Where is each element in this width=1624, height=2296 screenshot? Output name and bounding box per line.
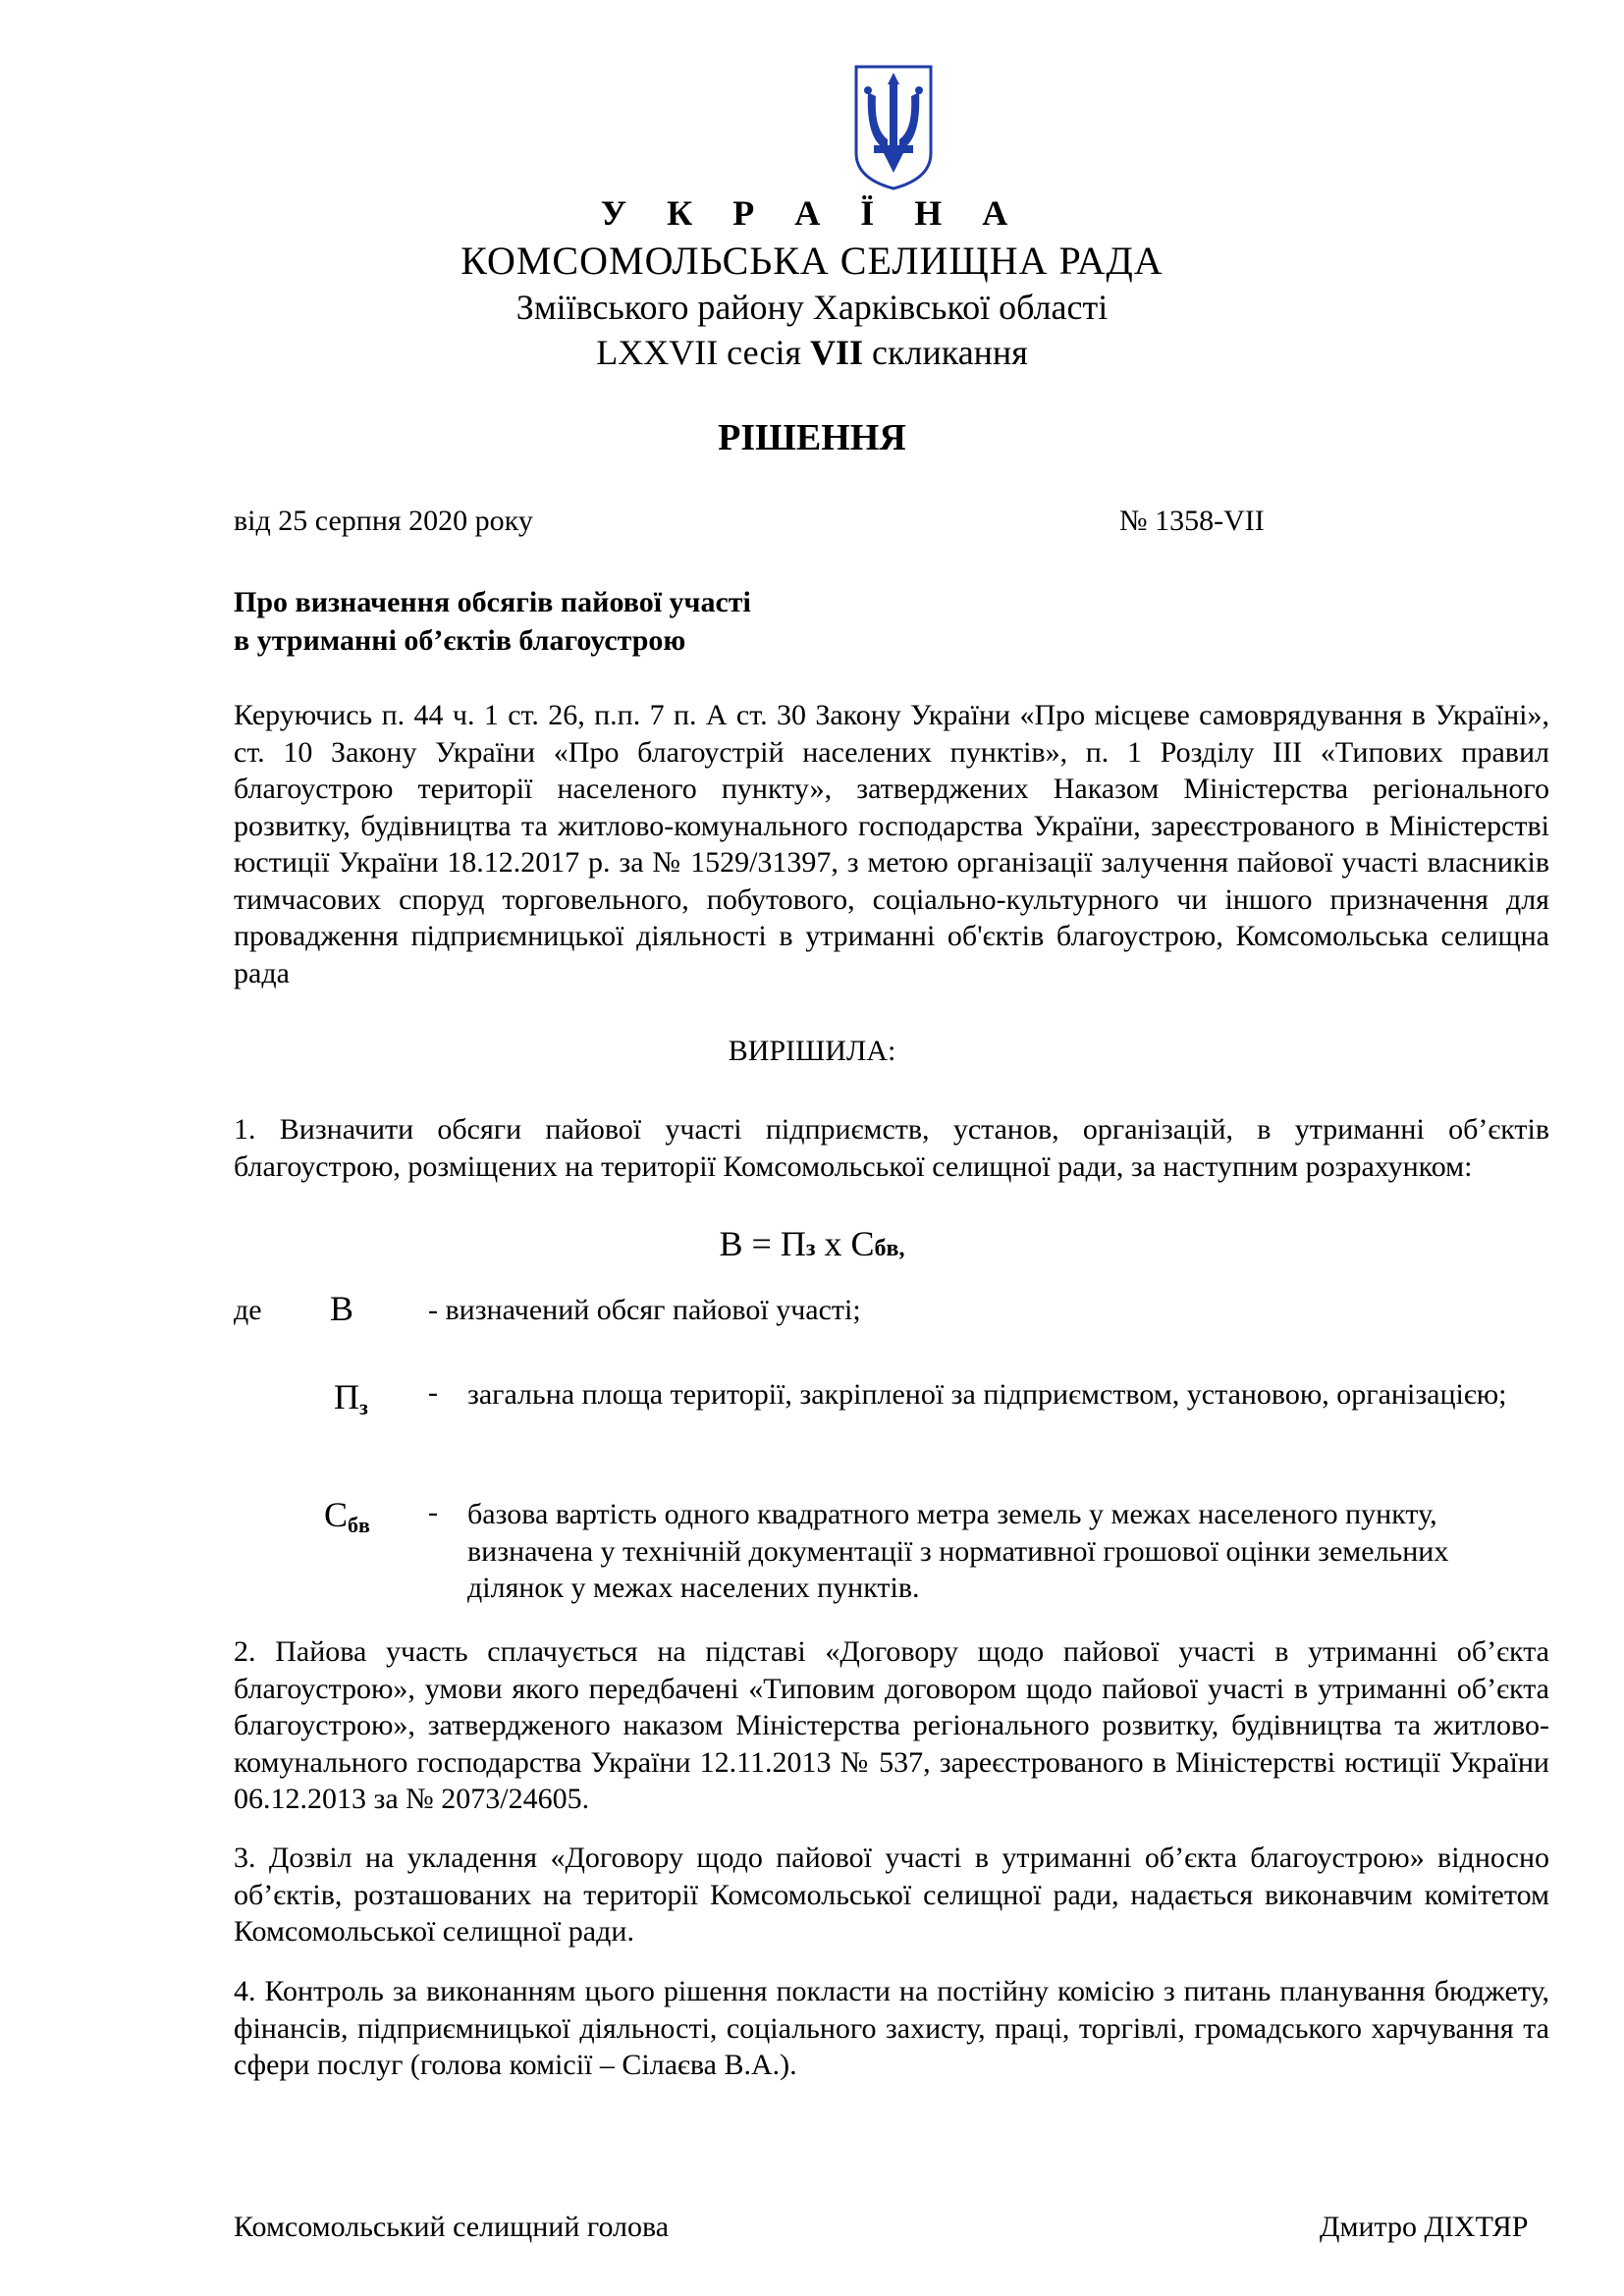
item-2-paragraph: 2. Пайова участь сплачується на підставі «Договору щодо пайової участі в утриманні об’єкта благоустрою», умови якого передбачені «Типовим договором щодо пайової участі в утриманні об’єкта благоустрою», затвердженого наказом Міністерства регіонального розвитку, будівництва та житлово-комунального господарства України 12.11.2013 № 537, зареєстрованого в Міністерстві юстиції України 06.12.2013 за № 2073/24605.: [234, 1635, 1549, 1815]
preamble-paragraph: Керуючись п. 44 ч. 1 ст. 26, п.п. 7 п. А ст. 30 Закону України «Про місцеве самоврядування в Україні», ст. 10 Закону України «Про благоустрій населених пунктів», п. 1 Розділу ІІІ «Типових правил благоустрою території населеного пункту», затверджених Наказом Міністерства регіонального розвитку, будівництва та житлово-комунального господарства України, зареєстрованого в Міністерстві юстиції України 18.12.2017 р. за № 1529/31397, з метою організації залучення пайової участі власників тимчасових споруд торговельного, побутового, соціально-культурного чи іншого призначення для провадження підприємницької діяльності в утриманні об'єктів благоустрою, Комсомольська селищна рада: [234, 699, 1549, 989]
symbol-c: $С_{бв}$: [324, 1495, 370, 1537]
definition-v: - визначений обсяг пайової участі;: [428, 1294, 861, 1326]
definition-c: базова вартість одного квадратного метра земель у межах населеного пункту, визначена у технічній документації з нормативної грошової оцінки земельних ділянок у межах населених пунктів.: [467, 1498, 1449, 1604]
decision-date: від 25 серпня 2020 року: [234, 505, 533, 537]
document-title: РІШЕННЯ: [718, 417, 906, 458]
country-name: У К Р А Ї Н А: [600, 193, 1024, 233]
item-1-paragraph: 1. Визначити обсяги пайової участі підприємств, установ, організацій, в утриманні об’єктів благоустрою, розміщених на території Комсомольської селищної ради, за наступним розрахунком:: [234, 1113, 1549, 1183]
signatory-position: Комсомольський селищний голова: [234, 2211, 670, 2243]
definitions-where-label: де: [234, 1294, 262, 1326]
decision-number: № 1358-VII: [1119, 505, 1265, 537]
symbol-p: $П_з$: [334, 1377, 368, 1419]
symbol-v: В: [330, 1289, 354, 1328]
council-name: КОМСОМОЛЬСЬКА СЕЛИЩНА РАДА: [460, 239, 1164, 283]
decision-subject: Про визначення обсягів пайової участі в утриманні об’єктів благоустрою: [234, 586, 751, 657]
signatory-name: Дмитро ДІХТЯР: [1320, 2211, 1529, 2243]
decided-heading: ВИРІШИЛА:: [728, 1035, 896, 1067]
region-name: Зміївського району Харківської області: [515, 288, 1109, 327]
definition-dash: -: [428, 1376, 438, 1409]
definition-dash: -: [428, 1496, 438, 1528]
definition-p: загальна площа території, закріпленої за підприємством, установою, організацією;: [467, 1378, 1507, 1411]
formula: В = Пз х Сбв,: [719, 1224, 905, 1263]
session-line: LXXVII сесія VII скликання: [596, 333, 1028, 372]
item-4-paragraph: 4. Контроль за виконанням цього рішення покласти на постійну комісію з питань планування бюджету, фінансів, підприємницької діяльності, соціального захисту, праці, торгівлі, громадського харчування та сфери послуг (голова комісії – Сілаєва В.А.).: [234, 1975, 1549, 2081]
item-3-paragraph: 3. Дозвіл на укладення «Договору щодо пайової участі в утриманні об’єкта благоустрою» відносно об’єктів, розташованих на території Комсомольської селищної ради, надається виконавчим комітетом Комсомольської селищної ради.: [234, 1842, 1549, 1948]
trident-coat-of-arms-icon: [850, 63, 937, 192]
